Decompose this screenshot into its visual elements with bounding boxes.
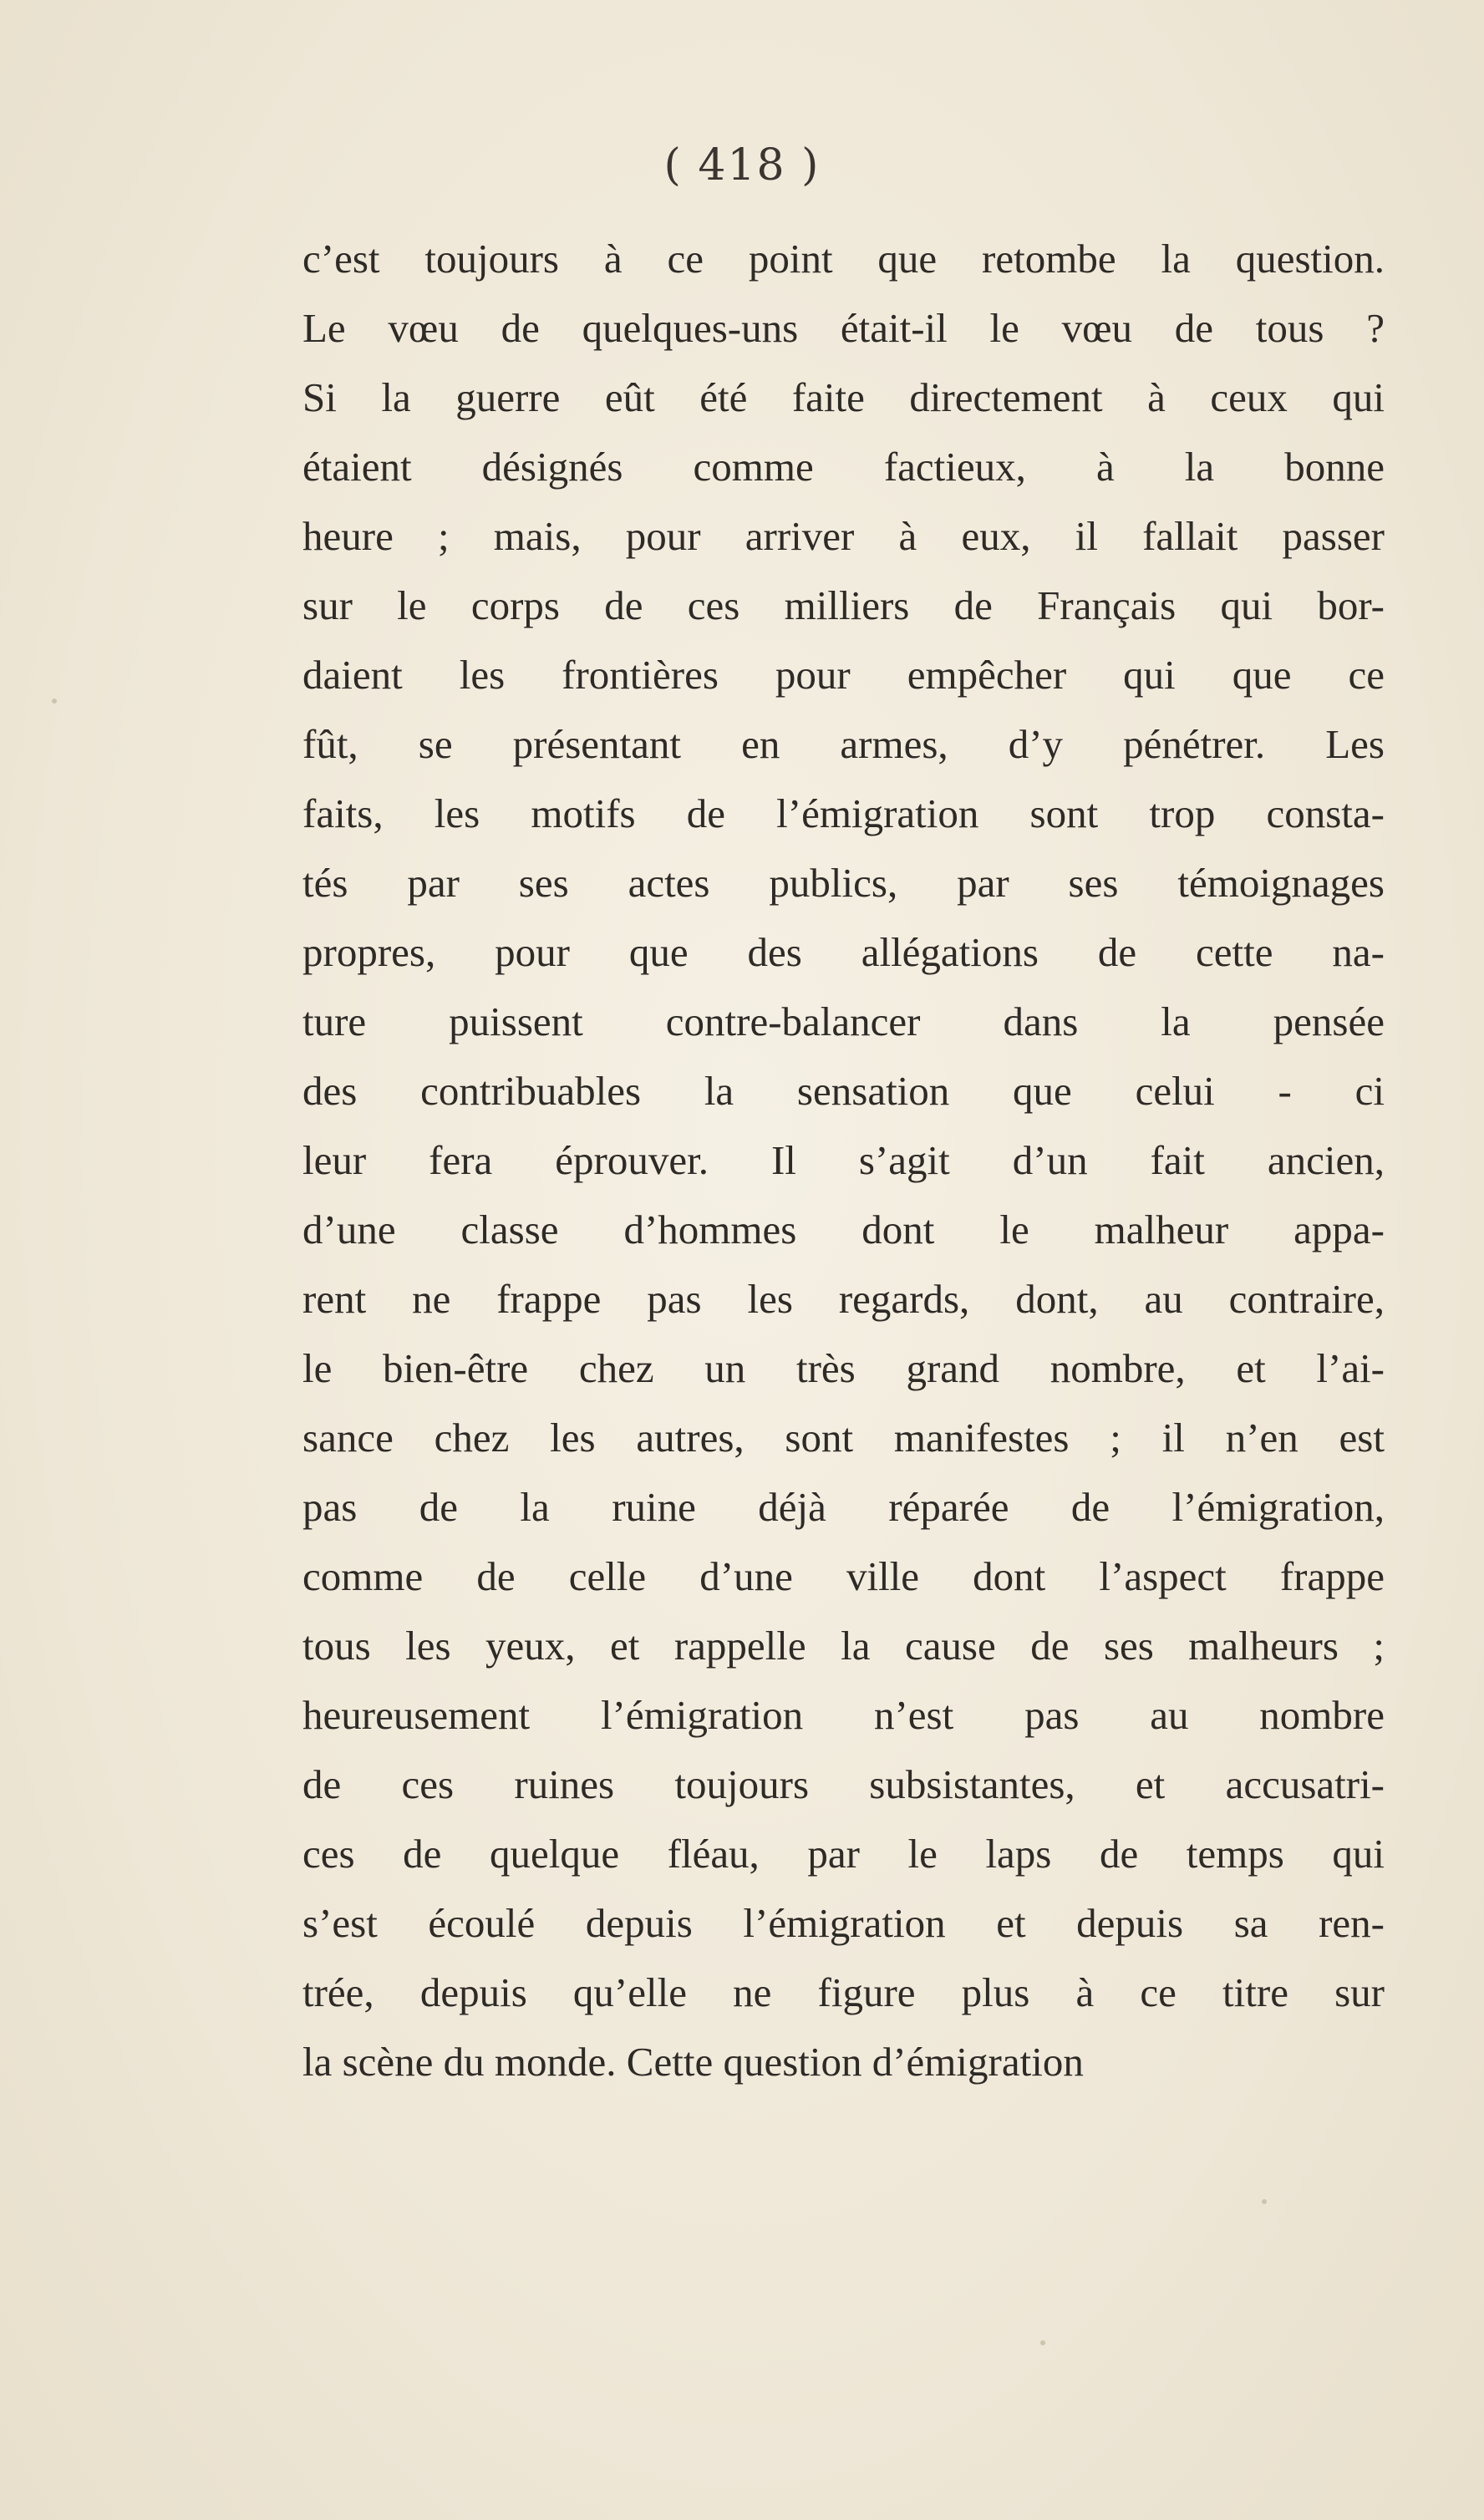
text-line-25: s’est écoulé depuis l’émigration et depuis sa ren- bbox=[302, 1900, 1385, 1946]
text-line-13: des contribuables la sensation que celui - ci bbox=[302, 1068, 1385, 1114]
text-line-26: trée, depuis qu’elle ne figure plus à ce titre sur bbox=[302, 1969, 1385, 2015]
paper-speck bbox=[52, 699, 57, 704]
text-line-21: tous les yeux, et rappelle la cause de ses malheurs ; bbox=[302, 1623, 1385, 1669]
text-line-27: la scène du monde. Cette question d’émigration bbox=[302, 2039, 1084, 2085]
text-line-24: ces de quelque fléau, par le laps de temps qui bbox=[302, 1831, 1385, 1877]
text-line-22: heureusement l’émigration n’est pas au nombre bbox=[302, 1692, 1385, 1738]
text-line-3: Si la guerre eût été faite directement à ceux qui bbox=[302, 374, 1385, 420]
text-line-18: sance chez les autres, sont manifestes ; il n’en est bbox=[302, 1415, 1385, 1461]
text-line-2: Le vœu de quelques-uns était-il le vœu de tous ? bbox=[302, 305, 1385, 351]
text-line-8: fût, se présentant en armes, d’y pénétrer. Les bbox=[302, 721, 1385, 767]
text-line-12: ture puissent contre-balancer dans la pensée bbox=[302, 998, 1385, 1044]
paper-speck bbox=[1040, 2340, 1045, 2345]
text-line-10: tés par ses actes publics, par ses témoignages bbox=[302, 860, 1385, 906]
text-line-16: rent ne frappe pas les regards, dont, au contraire, bbox=[302, 1276, 1385, 1322]
text-line-23: de ces ruines toujours subsistantes, et accusatri- bbox=[302, 1761, 1385, 1807]
text-line-11: propres, pour que des allégations de cette na- bbox=[302, 929, 1385, 975]
text-line-9: faits, les motifs de l’émigration sont trop consta- bbox=[302, 790, 1385, 836]
text-line-5: heure ; mais, pour arriver à eux, il fallait passer bbox=[302, 513, 1385, 559]
text-line-17: le bien-être chez un très grand nombre, et l’ai- bbox=[302, 1345, 1385, 1391]
text-line-14: leur fera éprouver. Il s’agit d’un fait ancien, bbox=[302, 1137, 1385, 1183]
text-line-7: daient les frontières pour empêcher qui que ce bbox=[302, 652, 1385, 698]
paper-speck bbox=[1262, 2199, 1267, 2204]
text-line-15: d’une classe d’hommes dont le malheur appa- bbox=[302, 1207, 1385, 1252]
text-line-19: pas de la ruine déjà réparée de l’émigration, bbox=[302, 1484, 1385, 1530]
text-line-1: c’est toujours à ce point que retombe la question. bbox=[302, 236, 1385, 282]
text-line-20: comme de celle d’une ville dont l’aspect frappe bbox=[302, 1553, 1385, 1599]
body-text bbox=[302, 224, 1385, 2096]
text-line-6: sur le corps de ces milliers de Français qui bor- bbox=[302, 582, 1385, 628]
text-line-4: étaient désignés comme factieux, à la bonne bbox=[302, 444, 1385, 490]
page-number: ( 418 ) bbox=[663, 140, 821, 191]
